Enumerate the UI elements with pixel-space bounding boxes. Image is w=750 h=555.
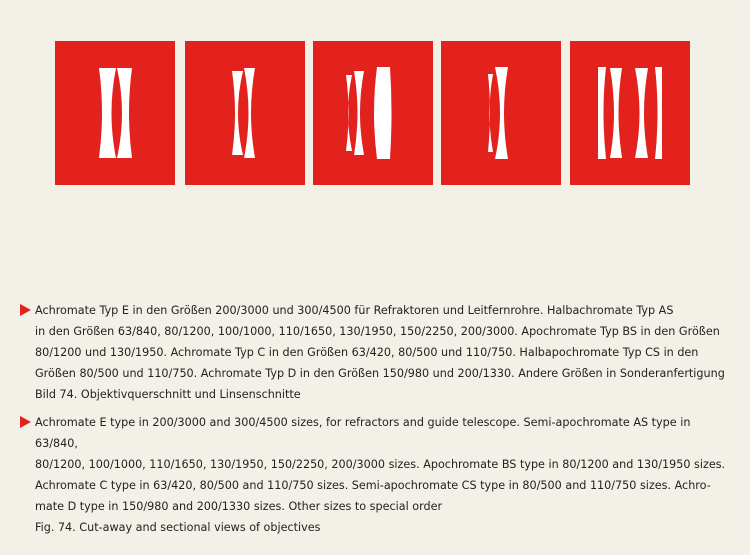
lens-diagram-3 <box>313 41 433 185</box>
caption-block <box>35 300 735 538</box>
text-line: Größen 80/500 und 110/750. Achromate Typ D in den Größen 150/980 und 200/1330. Andere Größen in Sonderanfertigung <box>35 367 725 380</box>
text-line: 80/1200, 100/1000, 110/1650, 130/1950, 150/2250, 200/3000 sizes. Apochromate BS type in 80/1200 and 130/1950 sizes. <box>35 458 726 471</box>
text-line: Achromate Typ E in den Größen 200/3000 und 300/4500 für Refraktoren und Leitfernrohre. Halbachromate Typ AS <box>35 304 674 317</box>
lens-diagram-5 <box>570 41 690 185</box>
german-paragraph <box>35 300 735 384</box>
lens-diagram-4 <box>441 41 561 185</box>
german-caption: Bild 74. Objektivquerschnitt und Linsenschnitte <box>35 388 301 401</box>
text-line: in den Größen 63/840, 80/1200, 100/1000, 110/1650, 130/1950, 150/2250, 200/3000. Apochromate Typ BS in den Größen <box>35 325 720 338</box>
lens-panel-1 <box>55 41 175 185</box>
lens-diagram-1 <box>55 41 175 185</box>
red-triangle-marker-icon <box>20 416 31 428</box>
text-line: 80/1200 und 130/1950. Achromate Typ C in den Größen 63/420, 80/500 und 110/750. Halbapochromate Typ CS in den <box>35 346 699 359</box>
lens-panel-3 <box>313 41 433 185</box>
lens-panel-5 <box>570 41 690 185</box>
text-line: mate D type in 150/980 and 200/1330 sizes. Other sizes to special order <box>35 500 443 513</box>
lens-panel-4 <box>441 41 561 185</box>
lens-panel-2 <box>185 41 305 185</box>
text-line: Achromate E type in 200/3000 and 300/4500 sizes, for refractors and guide telescope. Semi-apochromate AS type in 63/840, <box>35 416 691 450</box>
english-caption: Fig. 74. Cut-away and sectional views of objectives <box>35 521 321 534</box>
red-triangle-marker-icon <box>20 304 31 316</box>
text-line: Achromate C type in 63/420, 80/500 and 110/750 sizes. Semi-apochromate CS type in 80/500 and 110/750 sizes. Achro- <box>35 479 711 492</box>
english-paragraph <box>35 412 735 517</box>
lens-diagram-2 <box>185 41 305 185</box>
